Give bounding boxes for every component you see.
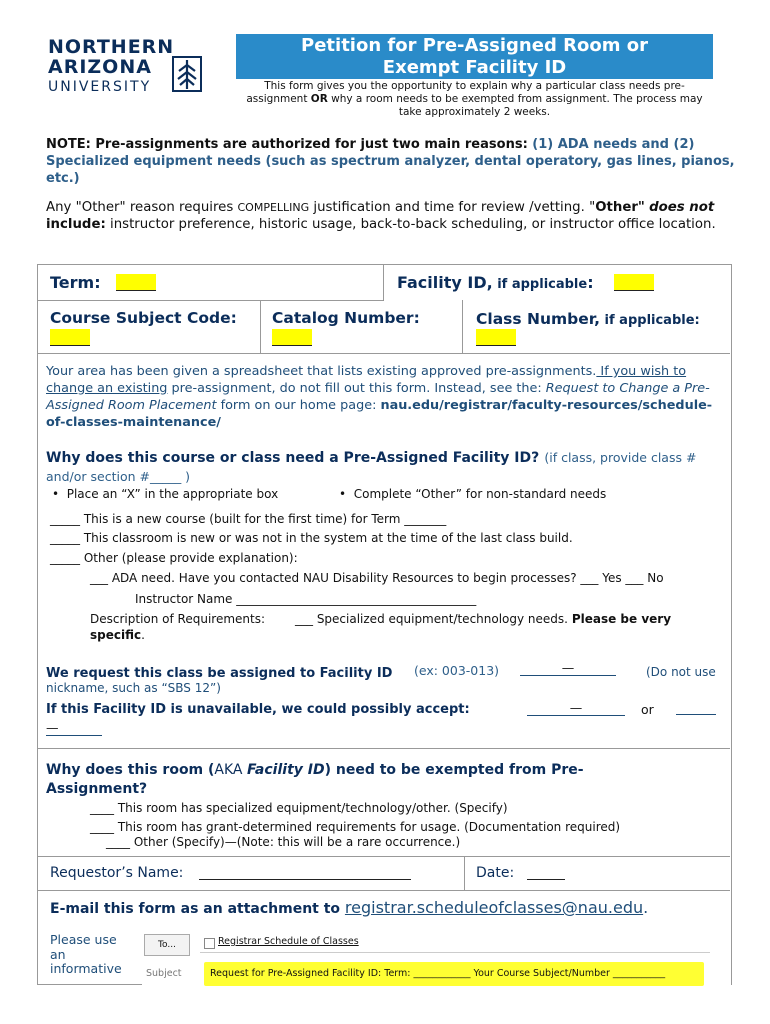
alt-facility-blank-2[interactable] [676,714,716,715]
catalog-number-label: Catalog Number: [272,309,420,327]
subject-field[interactable] [204,962,704,986]
or-text: or [641,702,654,717]
unavailable-label: If this Facility ID is unavailable, we could possibly accept: [46,702,470,717]
email-end: . [643,898,649,917]
bullet-complete-other [339,486,606,502]
bullet-dot-1: • [52,487,67,501]
to-value: Registrar Schedule of Classes [218,936,359,947]
row1-divider [383,264,384,300]
desc-opt-text: ___ Specialized equipment/technology needs. [295,612,568,626]
row2-divider-1 [260,300,261,353]
option-other[interactable]: _____ Other (please provide explanation): [50,551,298,565]
title-line-1: Petition for Pre-Assigned Room or [301,35,648,56]
form-title [236,34,713,79]
logo-line-arizona: ARIZONA [48,56,152,78]
note-paragraph [46,136,736,187]
requestor-name-field[interactable] [199,879,411,880]
email-example-panel [140,926,714,988]
desc-requirements-label: Description of Requirements: [90,612,266,626]
email-instruction [50,898,648,917]
to-button[interactable]: To... [144,934,190,956]
nickname-note-text: (Do not use nickname, such as “SBS 12”) [46,665,716,695]
instructor-name-field[interactable]: Instructor Name ________________________________________ [135,592,477,606]
email-address-link[interactable]: registrar.scheduleofclasses@nau.edu [344,898,644,917]
title-line-2: Exempt Facility ID [382,57,567,78]
alt-facility-blank-1[interactable]: — [527,700,625,716]
room-option-equipment[interactable]: ____ This room has specialized equipment/technology/other. (Specify) [90,801,508,815]
informative-note: Please use an informative [50,932,122,976]
facility-id-field[interactable] [614,274,654,291]
intro-text [236,80,713,119]
section-divider [37,748,730,749]
why-room-h1: Why does this room ( [46,762,215,778]
registrar-link[interactable]: nau.edu/registrar/faculty-resources/schedule-of-classes-maintenance/ [46,398,713,430]
spreadsheet-paragraph [46,363,726,431]
spreadsheet-p3: form on our home page: [216,398,381,413]
intro-or: OR [310,93,328,105]
why-room-h2: ) need to be exempted from Pre-Assignment? [46,762,584,797]
intro-part-2: why a room needs to be exempted from assignment. The process may take approximately 2 weeks. [327,93,703,118]
term-label: Term: [50,273,101,292]
option-new-course[interactable]: _____ This is a new course (built for the first time) for Term _______ [50,512,447,526]
class-number-field[interactable] [476,329,516,346]
nau-logo [48,36,208,98]
why-room-facility-id: Facility ID [246,762,325,778]
pine-emblem-icon [172,56,202,92]
room-option-grant[interactable]: ____ This room has grant-determined requirements for usage. (Documentation required) [90,820,621,834]
include-word: include: [46,217,106,232]
why-room-heading [46,760,646,798]
alt-facility-blank-3[interactable]: — [46,720,102,736]
facility-if-applicable: if applicable [492,277,588,292]
catalog-number-field[interactable] [272,329,312,346]
note-prefix: NOTE: Pre-assignments are authorized for just two main reasons: [46,137,533,152]
other-reason-paragraph [46,199,736,233]
date-field[interactable] [527,879,565,880]
term-field[interactable] [116,274,156,291]
why-course-sub: (if class, provide class # and/or section #_____ ) [46,450,697,484]
logo-line-university: UNIVERSITY [48,79,152,95]
class-number-label [476,309,700,328]
room-option-other[interactable]: ____ Other (Specify)—(Note: this will be a rare occurrence.) [106,835,461,849]
bullet1-text: Place an “X” in the appropriate box [66,487,279,501]
nickname-note [46,664,722,696]
option-ada[interactable]: ___ ADA need. Have you contacted NAU Disability Resources to begin processes? ___ Yes ___ No [90,571,664,585]
to-field[interactable] [200,932,710,953]
logo-line-northern: NORTHERN [48,36,175,58]
bullet-dot-2: • [339,487,354,501]
contact-icon [204,938,215,949]
request-example: (ex: 003-013) [414,663,500,678]
subject-code-label: Course Subject Code: [50,309,237,327]
subject-value: Request for Pre-Assigned Facility ID: Term: ____________ Your Course Subject/Number ___________ [210,968,666,979]
note-reasons: (1) ADA needs and (2) Specialized equipment needs (such as spectrum analyzer, dental operatory, gas lines, pianos, etc.) [46,137,735,186]
subject-label: Subject [146,968,182,979]
date-label: Date: [476,865,515,881]
other-p3: instructor preference, historic usage, back-to-back scheduling, or instructor office location. [105,217,716,232]
facility-colon: : [587,273,594,292]
email-label: E-mail this form as an attachment to [50,901,345,917]
requestor-name-label: Requestor’s Name: [50,865,184,881]
bullet-place-x [52,486,278,502]
facility-id-row1 [397,273,594,292]
option-new-classroom[interactable]: _____ This classroom is new or was not in the system at the time of the last class build. [50,531,573,545]
change-form-title: Request to Change a Pre-Assigned Room Placement [46,381,710,413]
facility-id-label: Facility ID, [397,273,493,292]
does-not-word: does not [649,200,715,215]
other-p1: Any "Other" reason requires [46,200,238,215]
bottom-line-left [37,984,142,985]
spreadsheet-p1-underline: If you wish to change an existing [46,364,687,396]
spreadsheet-p1: Your area has been given a spreadsheet that lists existing approved pre-assignments. [46,364,597,379]
subject-code-field[interactable] [50,329,90,346]
spreadsheet-p2: pre-assignment, do not fill out this form. Instead, see the: [167,381,546,396]
class-if-applicable: if applicable: [600,313,700,328]
desc-bold-text: Please be very specific [90,612,672,642]
other-word: Other" [595,200,645,215]
compelling-word: COMPELLING [237,201,310,214]
requestor-divider [464,856,465,890]
why-room-aka: AKA [214,762,247,778]
desc-requirements-option[interactable] [90,611,720,643]
bullet2-text: Complete “Other” for non-standard needs [353,487,607,501]
class-number-text: Class Number, [476,310,601,328]
desc-end: . [141,628,145,642]
row2-divider-2 [462,300,463,353]
intro-part-1: This form gives you the opportunity to explain why a particular class needs pre-assignment [246,80,685,105]
request-blank[interactable]: — [520,660,616,676]
why-course-heading-text: Why does this course or class need a Pre-Assigned Facility ID? [46,450,540,466]
other-p2: justification and time for review /vetting. " [309,200,596,215]
why-course-heading [46,448,726,485]
request-label-text: We request this class be assigned to Facility ID [46,666,393,681]
